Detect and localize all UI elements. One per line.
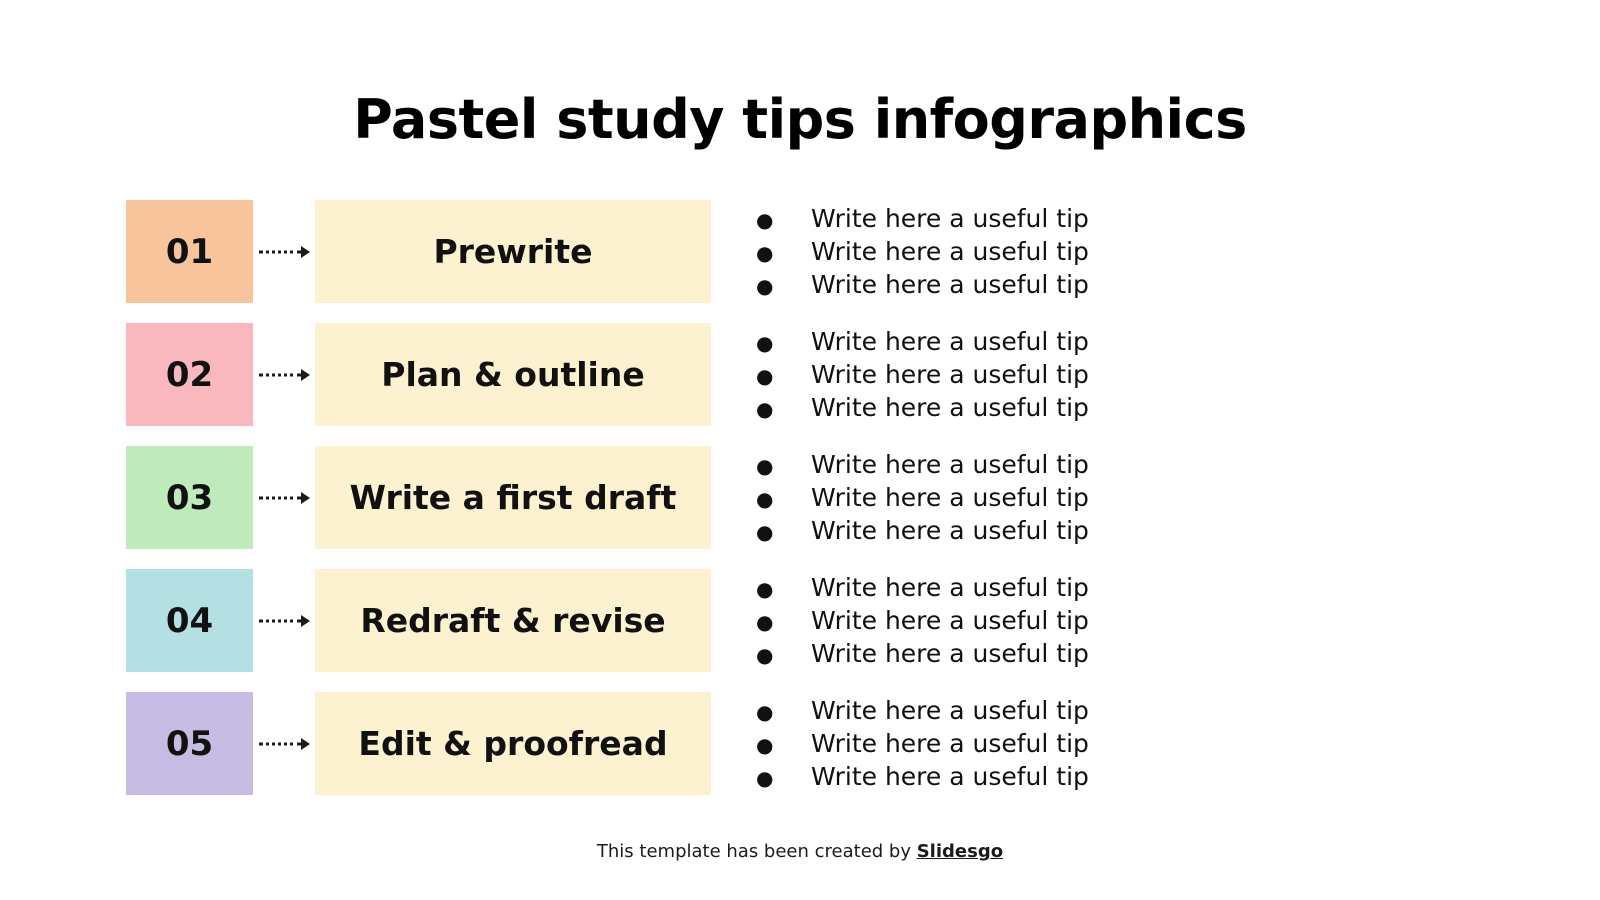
- step-number-box-05[interactable]: [126, 692, 253, 795]
- dotted-line: [259, 742, 301, 745]
- step-label-box-01[interactable]: [315, 200, 711, 303]
- step-row: [126, 692, 1486, 795]
- step-label-box-03[interactable]: [315, 446, 711, 549]
- dotted-line: [259, 496, 301, 499]
- arrow-head-icon: [301, 369, 310, 381]
- step-number-box-02[interactable]: [126, 323, 253, 426]
- tip-item: [756, 359, 1156, 392]
- step-row: [126, 446, 1486, 549]
- arrow-connector-icon: [253, 200, 315, 303]
- bullet-icon: ●: [756, 733, 774, 757]
- steps-list: [126, 200, 1486, 795]
- step-label-box-04[interactable]: [315, 569, 711, 672]
- step-row: [126, 200, 1486, 303]
- step-number-box-04[interactable]: [126, 569, 253, 672]
- bullet-icon: ●: [756, 577, 774, 601]
- step-number: 05: [165, 723, 214, 764]
- step-label: Prewrite: [433, 232, 593, 271]
- arrow-connector-icon: [253, 323, 315, 426]
- tip-text: Write here a useful tip: [811, 327, 1089, 356]
- bullet-icon: ●: [756, 520, 774, 544]
- tip-text: Write here a useful tip: [811, 237, 1089, 266]
- step-label: Edit & proofread: [358, 724, 668, 763]
- step-number: 04: [165, 600, 214, 641]
- tip-item: [756, 326, 1156, 359]
- arrow-connector-icon: [253, 569, 315, 672]
- arrow-connector-icon: [253, 692, 315, 795]
- bullet-icon: ●: [756, 610, 774, 634]
- arrow-head-icon: [301, 738, 310, 750]
- tip-item: [756, 572, 1156, 605]
- tip-text: Write here a useful tip: [811, 606, 1089, 635]
- step-label: Write a first draft: [349, 478, 677, 517]
- tip-text: Write here a useful tip: [811, 516, 1089, 545]
- page-title: Pastel study tips infographics: [353, 88, 1247, 151]
- step-tips-04: [756, 569, 1156, 672]
- step-row: [126, 569, 1486, 672]
- tip-text: Write here a useful tip: [811, 204, 1089, 233]
- step-number-box-01[interactable]: [126, 200, 253, 303]
- dotted-line: [259, 619, 301, 622]
- tip-item: [756, 203, 1156, 236]
- dotted-line: [259, 250, 301, 253]
- footer-text: This template has been created by: [596, 841, 917, 862]
- arrow-head-icon: [301, 615, 310, 627]
- arrow-head-icon: [301, 492, 310, 504]
- tip-text: Write here a useful tip: [811, 360, 1089, 389]
- tip-item: [756, 269, 1156, 302]
- tip-text: Write here a useful tip: [811, 270, 1089, 299]
- tip-item: [756, 638, 1156, 671]
- step-number-box-03[interactable]: [126, 446, 253, 549]
- bullet-icon: ●: [756, 241, 774, 265]
- tip-item: [756, 761, 1156, 794]
- step-tips-01: [756, 200, 1156, 303]
- tip-item: [756, 515, 1156, 548]
- step-label: Plan & outline: [381, 355, 645, 394]
- tip-item: [756, 482, 1156, 515]
- bullet-icon: ●: [756, 274, 774, 298]
- tip-item: [756, 392, 1156, 425]
- step-number: 01: [165, 231, 214, 272]
- slidesgo-link[interactable]: Slidesgo: [916, 841, 1004, 862]
- tip-text: Write here a useful tip: [811, 483, 1089, 512]
- dotted-line: [259, 373, 301, 376]
- step-label: Redraft & revise: [360, 601, 666, 640]
- tip-item: [756, 728, 1156, 761]
- arrow-head-icon: [301, 246, 310, 258]
- tip-item: [756, 605, 1156, 638]
- step-tips-03: [756, 446, 1156, 549]
- tip-item: [756, 449, 1156, 482]
- tip-text: Write here a useful tip: [811, 729, 1089, 758]
- step-label-box-02[interactable]: [315, 323, 711, 426]
- step-label-box-05[interactable]: [315, 692, 711, 795]
- step-tips-05: [756, 692, 1156, 795]
- step-number: 03: [165, 477, 214, 518]
- footer-credit: [0, 841, 1600, 862]
- arrow-connector-icon: [253, 446, 315, 549]
- tip-text: Write here a useful tip: [811, 696, 1089, 725]
- tip-item: [756, 236, 1156, 269]
- bullet-icon: ●: [756, 487, 774, 511]
- bullet-icon: ●: [756, 766, 774, 790]
- bullet-icon: ●: [756, 643, 774, 667]
- bullet-icon: ●: [756, 454, 774, 478]
- bullet-icon: ●: [756, 397, 774, 421]
- bullet-icon: ●: [756, 208, 774, 232]
- tip-text: Write here a useful tip: [811, 639, 1089, 668]
- bullet-icon: ●: [756, 331, 774, 355]
- bullet-icon: ●: [756, 700, 774, 724]
- tip-item: [756, 695, 1156, 728]
- tip-text: Write here a useful tip: [811, 573, 1089, 602]
- tip-text: Write here a useful tip: [811, 393, 1089, 422]
- step-number: 02: [165, 354, 214, 395]
- tip-text: Write here a useful tip: [811, 762, 1089, 791]
- step-row: [126, 323, 1486, 426]
- bullet-icon: ●: [756, 364, 774, 388]
- tip-text: Write here a useful tip: [811, 450, 1089, 479]
- step-tips-02: [756, 323, 1156, 426]
